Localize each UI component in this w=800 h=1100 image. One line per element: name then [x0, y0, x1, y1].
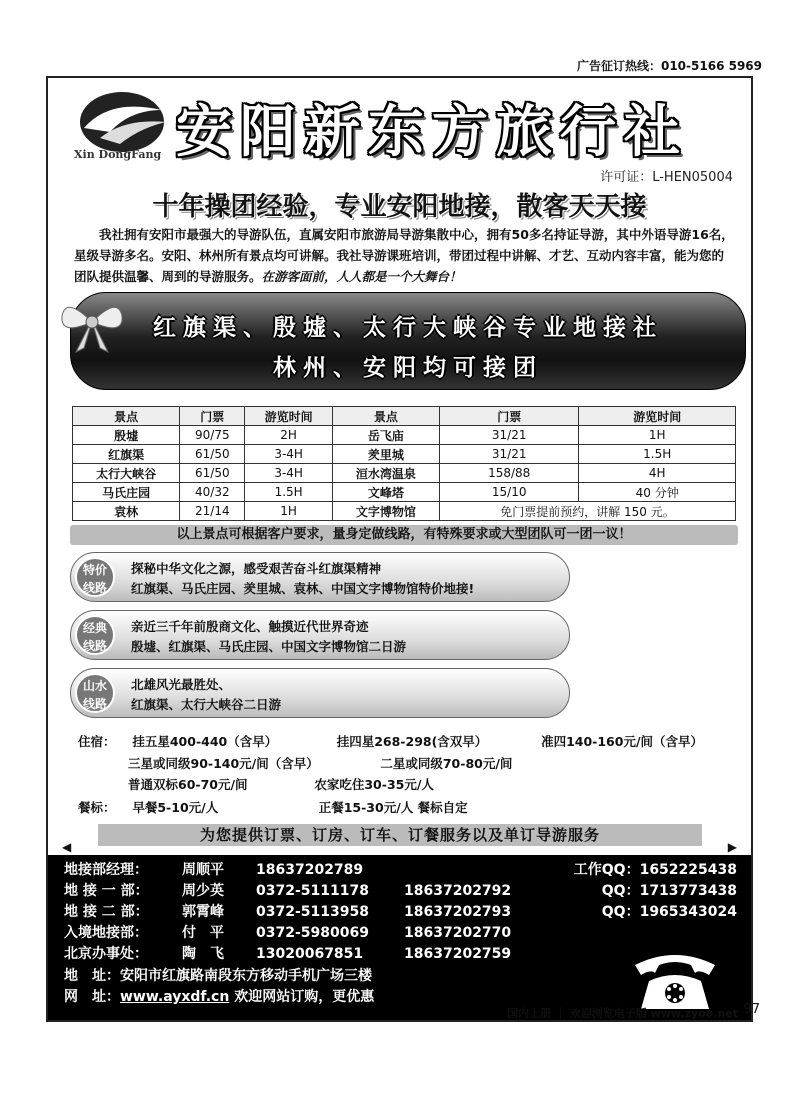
footer-text: 国内上册 ｜ 欢迎浏览电子版 www.zyoo.net [507, 1007, 738, 1020]
table-cell: 15/10 [440, 483, 579, 502]
contact-person: 周顺平 [182, 862, 224, 878]
route-tag-line: 山水 [82, 679, 107, 693]
company-name: 安阳新东方旅行社 [176, 99, 688, 165]
contact-person: 陶 飞 [182, 946, 224, 962]
qq-number: 1965343024 [639, 904, 737, 920]
meal-row [78, 798, 468, 816]
table-cell: 1.5H [579, 445, 736, 464]
contact-mobile: 18637202759 [404, 946, 512, 962]
table-cell: 158/88 [440, 464, 579, 483]
table-cell: 文峰塔 [332, 483, 439, 502]
table-cell: 3-4H [245, 464, 332, 483]
lodging-price: 三星或同级90-140元/间（含早） [128, 756, 319, 771]
table-cell: 31/21 [440, 426, 579, 445]
qq-label: QQ： [601, 904, 640, 920]
slogan: 十年操团经验，专业安阳地接，散客天天接 [152, 192, 647, 222]
table-cell: 61/50 [180, 464, 245, 483]
table-row [73, 502, 736, 521]
col-header: 景点 [73, 407, 180, 426]
contact-role: 北京办事处： [64, 946, 148, 962]
contact-row [64, 880, 511, 900]
table-row [73, 464, 736, 483]
website-row [64, 986, 374, 1006]
contact-phone: 0372-5113958 [256, 904, 369, 920]
table-cell: 袁林 [73, 502, 180, 521]
route-tag-line: 特价 [82, 563, 107, 577]
table-cell: 1H [245, 502, 332, 521]
address-value: 安阳市红旗路南段东方移动手机广场三楼 [120, 968, 372, 984]
route-title: 亲近三千年前殷商文化、触摸近代世界奇迹 [131, 619, 369, 634]
contact-block [48, 855, 751, 1022]
route-detail: 红旗渠、太行大峡谷二日游 [131, 697, 282, 712]
table-cell: 马氏庄园 [73, 483, 180, 502]
contact-row [64, 922, 511, 942]
contact-row [64, 859, 404, 879]
route-detail: 殷墟、红旗渠、马氏庄园、中国文字博物馆二日游 [131, 639, 407, 654]
qq-row [574, 859, 737, 879]
contact-role: 地接部经理： [64, 862, 148, 878]
contact-person: 周少英 [182, 883, 224, 899]
route-tag-line: 线路 [82, 639, 107, 653]
route-tag [75, 557, 115, 597]
table-row [73, 445, 736, 464]
table-cell: 3-4H [245, 445, 332, 464]
contact-phone: 18637202789 [256, 862, 364, 878]
table-cell: 羑里城 [332, 445, 439, 464]
table-cell: 岳飞庙 [332, 426, 439, 445]
col-header: 景点 [332, 407, 439, 426]
lodging-price: 农家吃住30-35元/人 [314, 777, 434, 792]
lodging-row-1 [78, 732, 703, 750]
address-label: 地 址： [64, 968, 120, 984]
qq-label: QQ： [601, 883, 640, 899]
route-tag-line: 经典 [82, 621, 107, 635]
lodging-row-2 [128, 754, 512, 772]
attractions-table [72, 406, 736, 521]
route-title: 北雄风光最胜处、 [131, 677, 232, 692]
lodging-price: 挂五星400-440（含早） [132, 734, 278, 749]
qq-number: 1713773438 [639, 883, 737, 899]
contact-role: 地 接 一 部： [64, 883, 149, 899]
route-special [70, 552, 570, 602]
lodging-price: 挂四星268-298(含双早） [336, 734, 488, 749]
contact-row [64, 943, 511, 963]
table-cell: 90/75 [180, 426, 245, 445]
telephone-icon [629, 947, 721, 1013]
route-detail: 红旗渠、马氏庄园、羑里城、袁林、中国文字博物馆特价地接! [131, 581, 475, 596]
meal-label: 餐标： [78, 800, 116, 815]
contact-role: 入境地接部： [64, 925, 148, 941]
contact-phone: 0372-5111178 [256, 883, 369, 899]
table-cell: 40/32 [180, 483, 245, 502]
banner-line-2: 林州、安阳均可接团 [273, 354, 543, 381]
banner-line-1: 红旗渠、殷墟、太行大峡谷专业地接社 [153, 314, 663, 341]
qq-row [602, 901, 737, 921]
contact-row [64, 901, 511, 921]
intro-paragraph [74, 224, 734, 287]
table-header-row [73, 407, 736, 426]
qq-number: 1652225438 [639, 862, 737, 878]
license-number: 许可证：L-HEN05004 [600, 170, 733, 185]
route-tag [75, 615, 115, 655]
table-cell: 1H [579, 426, 736, 445]
lodging-price: 二星或同级70-80元/间 [380, 756, 513, 771]
service-banner: 为您提供订票、订房、订车、订餐服务以及单订导游服务 [98, 824, 702, 846]
address-row [64, 965, 372, 985]
route-tag-line: 线路 [82, 697, 107, 711]
table-cell: 红旗渠 [73, 445, 180, 464]
header [48, 78, 751, 168]
contact-role: 地 接 二 部： [64, 904, 149, 920]
contact-mobile: 18637202792 [404, 883, 512, 899]
table-cell: 洹水湾温泉 [332, 464, 439, 483]
col-header: 游览时间 [245, 407, 332, 426]
lodging-price: 普通双标60-70元/间 [128, 777, 248, 792]
qq-label: 工作QQ： [573, 862, 640, 878]
intro-text: 我社拥有安阳市最强大的导游队伍，直属安阳市旅游局导游集散中心，拥有50多名持证导游，其中外语导游16名，星级导游多名。安阳、林州所有景点均可讲解。我社导游课班培训，带团过程中讲解、才艺、互动内容丰富，能为您的团队提供温馨、周到的导游服务。 [74, 227, 734, 284]
meal-price: 早餐5-10元/人 [132, 800, 219, 815]
table-cell: 61/50 [180, 445, 245, 464]
table-cell: 21/14 [180, 502, 245, 521]
table-row [73, 483, 736, 502]
lodging-row-3 [128, 775, 434, 793]
route-tag-line: 线路 [82, 581, 107, 595]
col-header: 游览时间 [579, 407, 736, 426]
col-header: 门票 [440, 407, 579, 426]
custom-route-note: 以上景点可根据客户要求，量身定做线路，有特殊要求或大型团队可一团一议！ [70, 525, 738, 545]
lodging-label: 住宿： [78, 734, 116, 749]
contact-mobile: 18637202793 [404, 904, 512, 920]
intro-italic: 在游客面前，人人都是一个大舞台！ [261, 269, 462, 284]
ad-hotline: 广告征订热线：010-5166 5969 [576, 59, 762, 73]
table-cell: 2H [245, 426, 332, 445]
table-cell: 40 分钟 [579, 483, 736, 502]
table-cell: 4H [579, 464, 736, 483]
contact-mobile: 18637202770 [404, 925, 512, 941]
promo-banner [70, 292, 746, 390]
col-header: 门票 [180, 407, 245, 426]
contact-person: 付 平 [182, 925, 224, 941]
table-cell: 文字博物馆 [332, 502, 439, 521]
ad-frame [46, 76, 753, 1022]
route-classic [70, 610, 570, 660]
contact-phone: 0372-5980069 [256, 925, 369, 941]
website-label: 网 址： [64, 989, 120, 1005]
route-tag [75, 673, 115, 713]
website-suffix: 欢迎网站订购，更优惠 [234, 989, 375, 1005]
table-cell: 31/21 [440, 445, 579, 464]
table-cell: 殷墟 [73, 426, 180, 445]
contact-phone: 13020067851 [256, 946, 364, 962]
qq-row [602, 880, 737, 900]
arrow-right-icon: ▶ [727, 840, 737, 854]
contact-person: 郭霄峰 [182, 904, 224, 920]
table-row [73, 426, 736, 445]
page-number: 97 [743, 1002, 760, 1017]
ribbon-bow-icon [56, 286, 128, 358]
logo-text: Xin DongFang [74, 148, 162, 161]
meal-price: 正餐15-30元/人 餐标自定 [318, 800, 468, 815]
table-cell: 太行大峡谷 [73, 464, 180, 483]
website-link[interactable]: www.ayxdf.cn [120, 989, 230, 1005]
route-scenery [70, 668, 570, 718]
table-cell: 免门票提前预约，讲解 150 元。 [440, 502, 736, 521]
table-cell: 1.5H [245, 483, 332, 502]
lodging-price: 准四140-160元/间（含早） [541, 734, 704, 749]
route-title: 探秘中华文化之源，感受艰苦奋斗红旗渠精神 [131, 561, 382, 576]
arrow-left-icon: ◀ [62, 840, 72, 854]
